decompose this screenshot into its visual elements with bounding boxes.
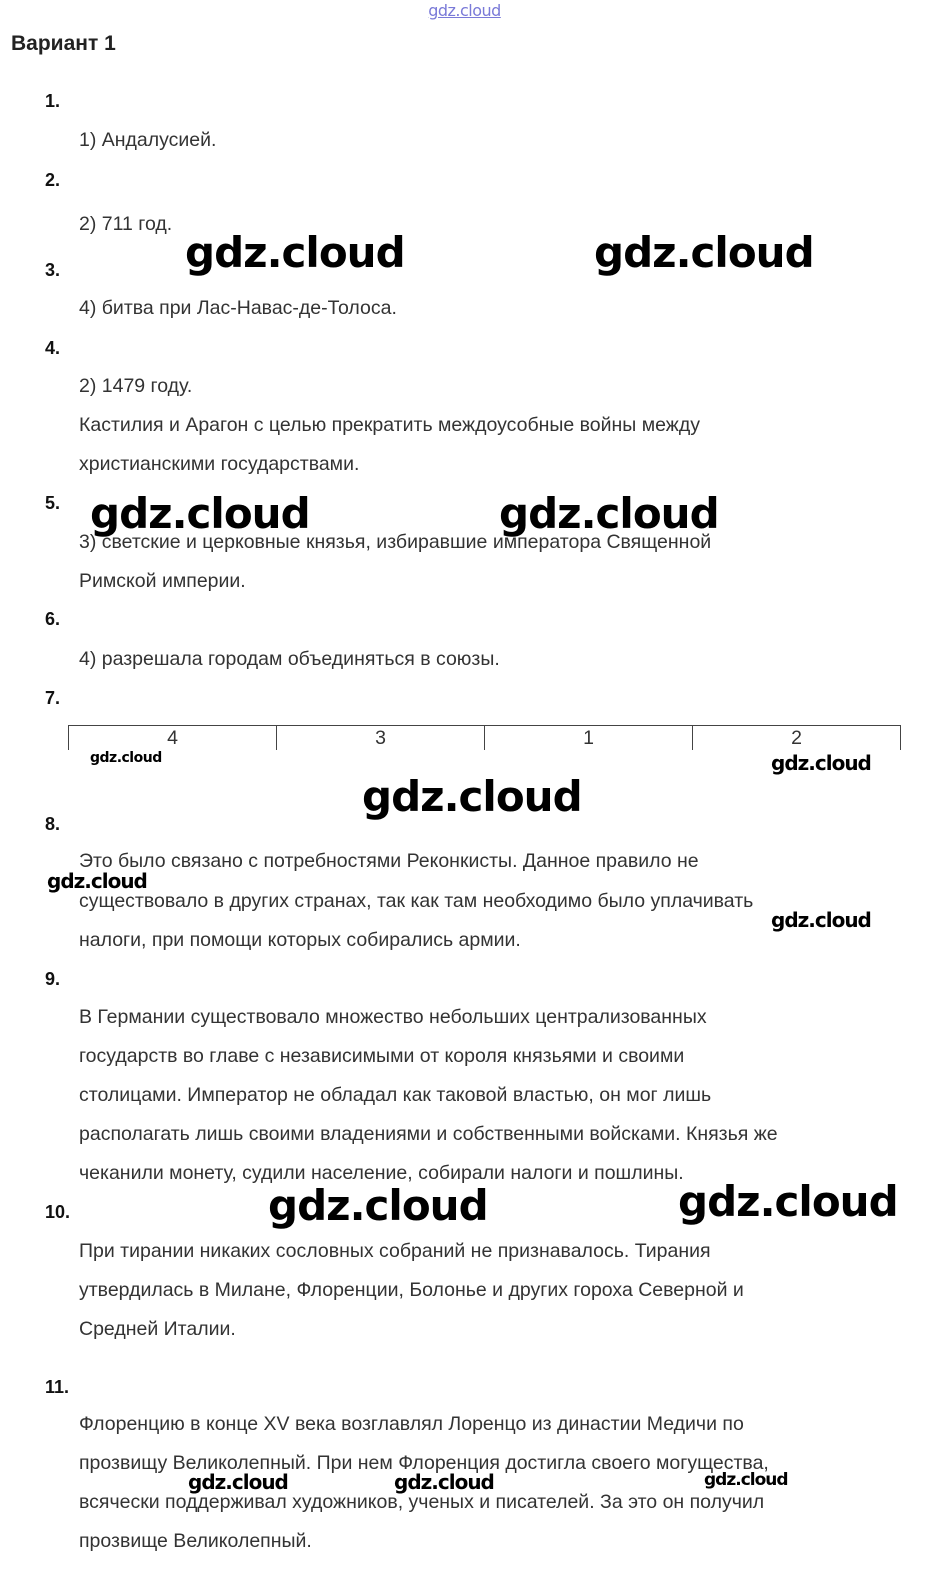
answer-line: При тирании никаких сословных собраний не признавалось. Тирания [79,1240,711,1262]
watermark: gdz.cloud [185,228,405,277]
question-number: 8. [45,814,61,834]
answer-line: существовало в других странах, так как там необходимо было уплачивать [79,890,754,912]
question-number: 11. [45,1377,70,1397]
question-number: 2. [45,170,61,190]
watermark: gdz.cloud [394,1470,494,1494]
watermark: gdz.cloud [47,869,147,893]
answer-line: 4) битва при Лас-Навас-де-Толоса. [79,297,397,319]
answer-line: чеканили монету, судили население, собирали налоги и пошлины. [79,1162,684,1184]
watermark: gdz.cloud [90,750,162,766]
answer-line: Средней Италии. [79,1318,236,1340]
answer-line: прозвищу Великолепный. При нем Флоренция достигла своего могущества, [79,1452,769,1474]
answer-line: налоги, при помощи которых собирались армии. [79,929,521,951]
watermark: gdz.cloud [268,1181,488,1230]
answer-line: 2) 711 год. [79,213,173,235]
question-number: 3. [45,260,61,280]
answer-line: 4) разрешала городам объединяться в союзы. [79,648,500,670]
answer-line: Римской империи. [79,570,246,592]
page-title: Вариант 1 [11,32,116,55]
answer-line: столицами. Император не обладал как таковой властью, он мог лишь [79,1084,712,1106]
answer-line: Флоренцию в конце XV века возглавлял Лоренцо из династии Медичи по [79,1413,744,1435]
answer-line: государств во главе с независимыми от короля князьями и своими [79,1045,685,1067]
answer-line: всячески поддерживал художников, ученых и писателей. За это он получил [79,1491,765,1513]
answer-line: христианскими государствами. [79,453,360,475]
question-number: 1. [45,91,61,111]
watermark: gdz.cloud [594,228,814,277]
watermark: gdz.cloud [362,772,582,821]
watermark: gdz.cloud [771,751,871,775]
answer-line: 1) Андалусией. [79,129,217,151]
question-number: 4. [45,338,61,358]
question-number: 5. [45,493,61,513]
answer-line: прозвище Великолепный. [79,1530,312,1552]
watermark: gdz.cloud [678,1177,898,1226]
watermark: gdz.cloud [771,908,871,932]
table-cell: 1 [484,726,692,750]
question-number: 7. [45,688,61,708]
watermark: gdz.cloud [90,489,310,538]
table-cell: 4 [68,726,276,750]
answer-line: 2) 1479 году. [79,375,193,397]
watermark: gdz.cloud [188,1470,288,1494]
watermark: gdz.cloud [704,1470,788,1490]
answer-line: располагать лишь своими владениями и собственными войсками. Князья же [79,1123,778,1145]
question-number: 6. [45,609,61,629]
table-cell: 3 [276,726,484,750]
answer-line: Кастилия и Арагон с целью прекратить междоусобные войны между [79,414,700,436]
answer-line: утвердилась в Милане, Флоренции, Болонье и других гороха Северной и [79,1279,744,1301]
answer-line: Это было связано с потребностями Реконкисты. Данное правило не [79,850,699,872]
site-header-link[interactable]: gdz.cloud [428,1,501,20]
table-cell: 2 [692,726,901,750]
question-number: 9. [45,969,61,989]
answer-line: В Германии существовало множество небольших централизованных [79,1006,707,1028]
question-number: 10. [45,1202,71,1222]
answer-table [68,725,901,750]
answer-line: 3) светские и церковные князья, избиравшие императора Священной [79,531,712,553]
watermark: gdz.cloud [499,489,719,538]
